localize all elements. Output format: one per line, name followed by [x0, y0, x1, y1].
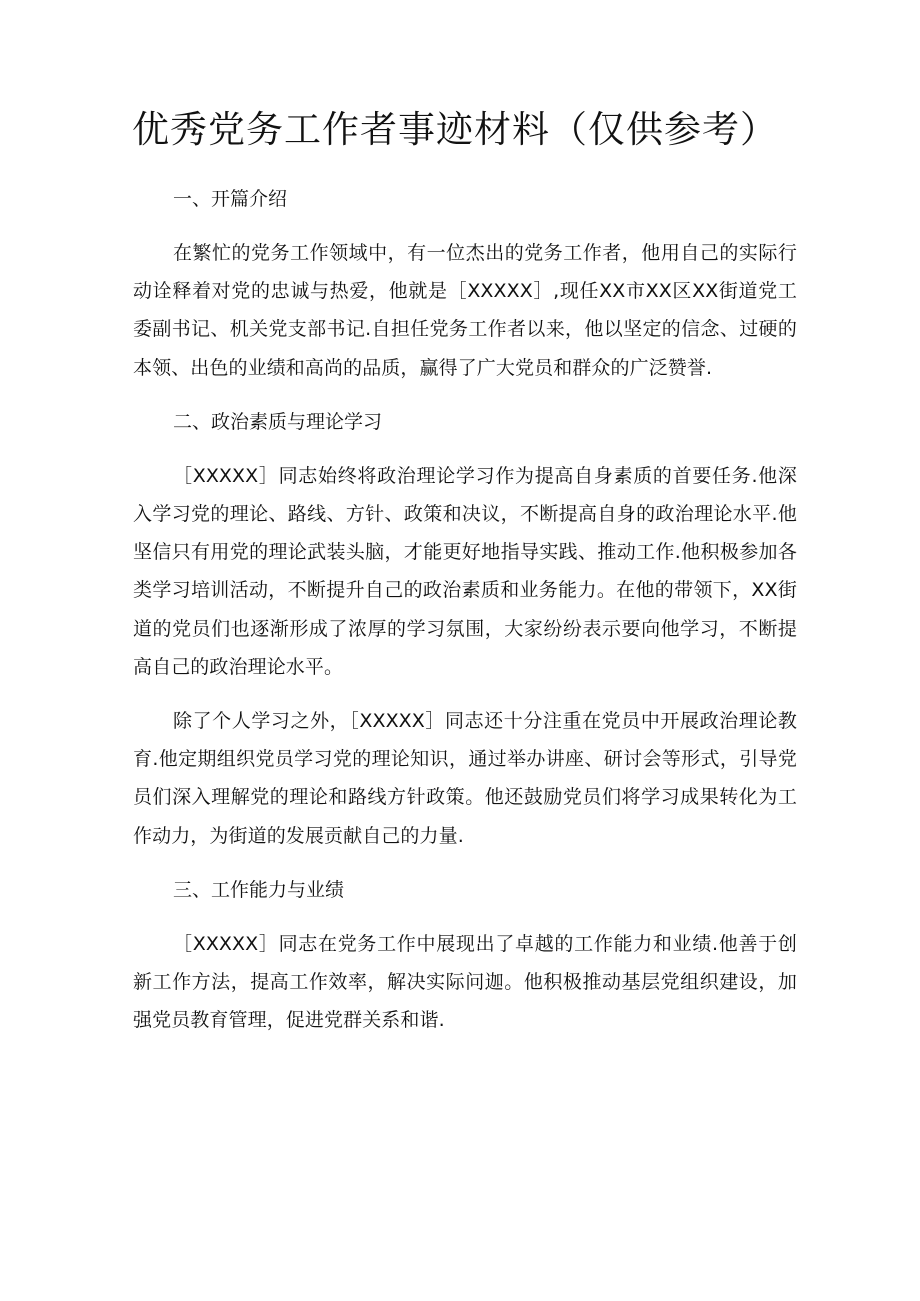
- section-heading: 二、政治素质与理论学习: [173, 410, 383, 433]
- paragraph: 在繁忙的党务工作领域中，有一位杰出的党务工作者，他用自己的实际行动诠释着对党的忠诚与热爱，他就是［XXXXX］,现任XX市XX区XX街道党工委副书记、机关党支部书记.自担任党务工作者以来，他以坚定的信念、过硬的本领、出色的业绩和高尚的品质，赢得了广大党员和群众的广泛赞誉.: [133, 242, 797, 379]
- paragraph: ［XXXXX］同志在党务工作中展现出了卓越的工作能力和业绩.他善于创新工作方法，提高工作效率，解决实际问迦。他积极推动基层党组织建设，加强党员教育管理，促进党群关系和谐.: [133, 932, 797, 1032]
- document-body: [133, 180, 797, 1055]
- paragraph: ［XXXXX］同志始终将政治理论学习作为提高自身素质的首要任务.他深入学习党的理论、路线、方针、政策和决议，不断提高自身的政治理论水平.他坚信只有用党的理论武装头脑，才能更好地指导实践、推动工作.他积极参加各类学习培训活动，不断提升自己的政治素质和业务能力。在他的带领下，XX街道的党员们也逐渐形成了浓厚的学习氛围，大家纷纷表示要向他学习，不断提高自己的政治理论水平。: [133, 464, 797, 678]
- section-political-quality: [133, 403, 797, 855]
- section-opening: [133, 180, 797, 387]
- section-heading: 三、工作能力与业绩: [173, 878, 345, 901]
- paragraph: 除了个人学习之外，［XXXXX］同志还十分注重在党员中开展政治理论教育.他定期组织党员学习党的理论知识，通过举办讲座、研讨会等形式，引导党员们深入理解党的理论和路线方针政策。他还鼓励党员们将学习成果转化为工作动力，为街道的发展贡献自己的力量.: [133, 710, 797, 847]
- section-work-performance: [133, 871, 797, 1040]
- document-title: 优秀党务工作者事迹材料（仅供参考）: [132, 108, 778, 151]
- section-heading: 一、开篇介绍: [173, 188, 288, 210]
